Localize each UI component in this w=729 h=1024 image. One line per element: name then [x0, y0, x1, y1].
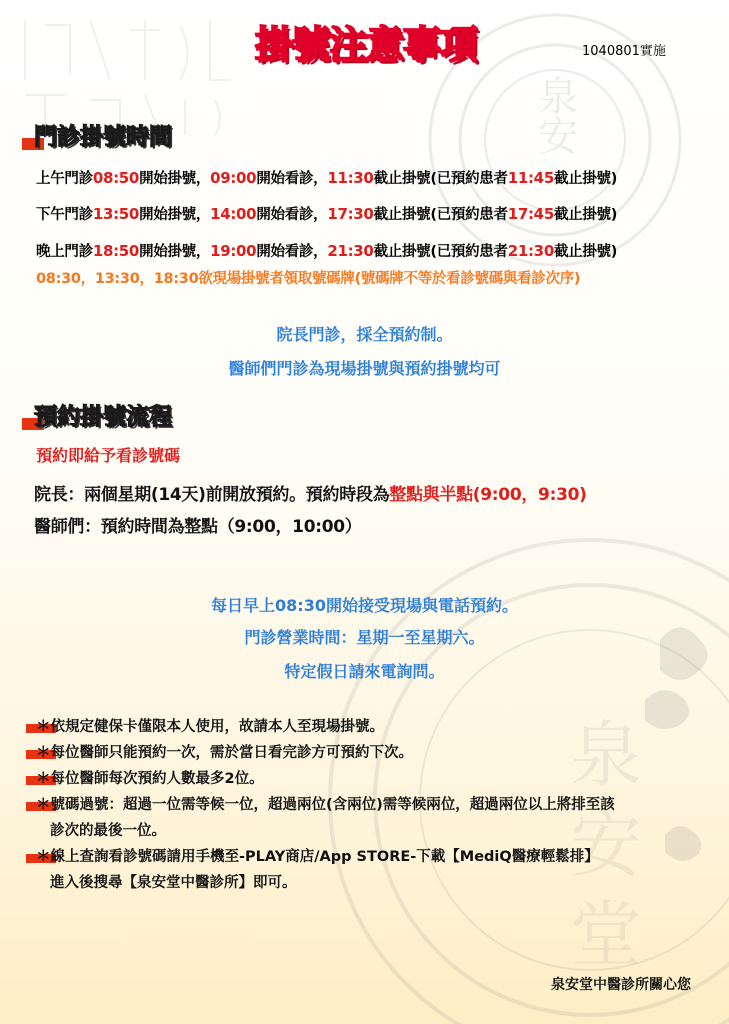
director-booking-line: 院長：兩個星期(14天)前開放預約。預約時段為整點與半點(9:00，9:30) [34, 485, 587, 505]
svg-text:泉: 泉 [570, 713, 643, 797]
booking-subheading: 預約即給予看診號碼 [36, 446, 181, 465]
phone-booking-info: 每日早上08:30開始接受現場與電話預約。 [211, 596, 518, 615]
note-continuation: 診次的最後一位。 [50, 823, 166, 839]
doctors-booking-line: 醫師們：預約時間為整點（9:00，10:00） [34, 517, 362, 537]
business-hours-info: 門診營業時間：星期一至星期六。 [244, 628, 485, 647]
note-continuation: 進入後搜尋【泉安堂中醫診所】即可。 [50, 875, 297, 891]
footer-signature: 泉安堂中醫診所關心您 [551, 977, 691, 993]
section-heading-booking [34, 398, 172, 431]
svg-text:泉: 泉 [538, 74, 578, 120]
note-item: ＊線上查詢看診號碼請用手機至-PLAY商店/App STORE-下載【MediQ醫療輕鬆排】 [36, 845, 599, 866]
section-heading-text: 門診掛號時間 [34, 124, 172, 150]
note-item: ＊每位醫師只能預約一次，需於當日看完診方可預約下次。 [36, 741, 413, 762]
director-appointment-note: 院長門診，採全預約制。 [276, 325, 453, 344]
hours-line-morning: 上午門診08:50開始掛號，09:00開始看診，11:30截止掛號(已預約患者11:45截止掛號) [36, 169, 618, 187]
hours-line-evening: 晚上門診18:50開始掛號，19:00開始看診，21:30截止掛號(已預約患者21:30截止掛號) [36, 242, 618, 260]
note-item: ＊每位醫師每次預約人數最多2位。 [36, 767, 264, 788]
page-title: 掛號注意事項 [255, 23, 478, 67]
section-heading-text: 預約掛號流程 [34, 404, 172, 430]
note-item: ＊號碼過號：超過一位需等候一位，超過兩位(含兩位)需等候兩位，超過兩位以上將排至該 [36, 793, 615, 814]
svg-text:安: 安 [570, 803, 643, 887]
svg-text:安: 安 [538, 114, 578, 160]
svg-text:堂: 堂 [570, 893, 643, 977]
queue-ticket-note: 08:30，13:30，18:30欲現場掛號者領取號碼牌(號碼牌不等於看診號碼與看診次序) [36, 271, 581, 287]
hours-line-afternoon: 下午門診13:50開始掛號，14:00開始看診，17:30截止掛號(已預約患者17:45截止掛號) [36, 205, 618, 223]
effective-date: 1040801實施 [582, 44, 666, 59]
note-item: ＊依規定健保卡僅限本人使用，故請本人至現場掛號。 [36, 715, 384, 736]
section-heading-hours [34, 118, 172, 151]
doctors-appointment-note: 醫師們門診為現場掛號與預約掛號均可 [228, 359, 501, 378]
holiday-info: 特定假日請來電詢問。 [284, 662, 445, 681]
